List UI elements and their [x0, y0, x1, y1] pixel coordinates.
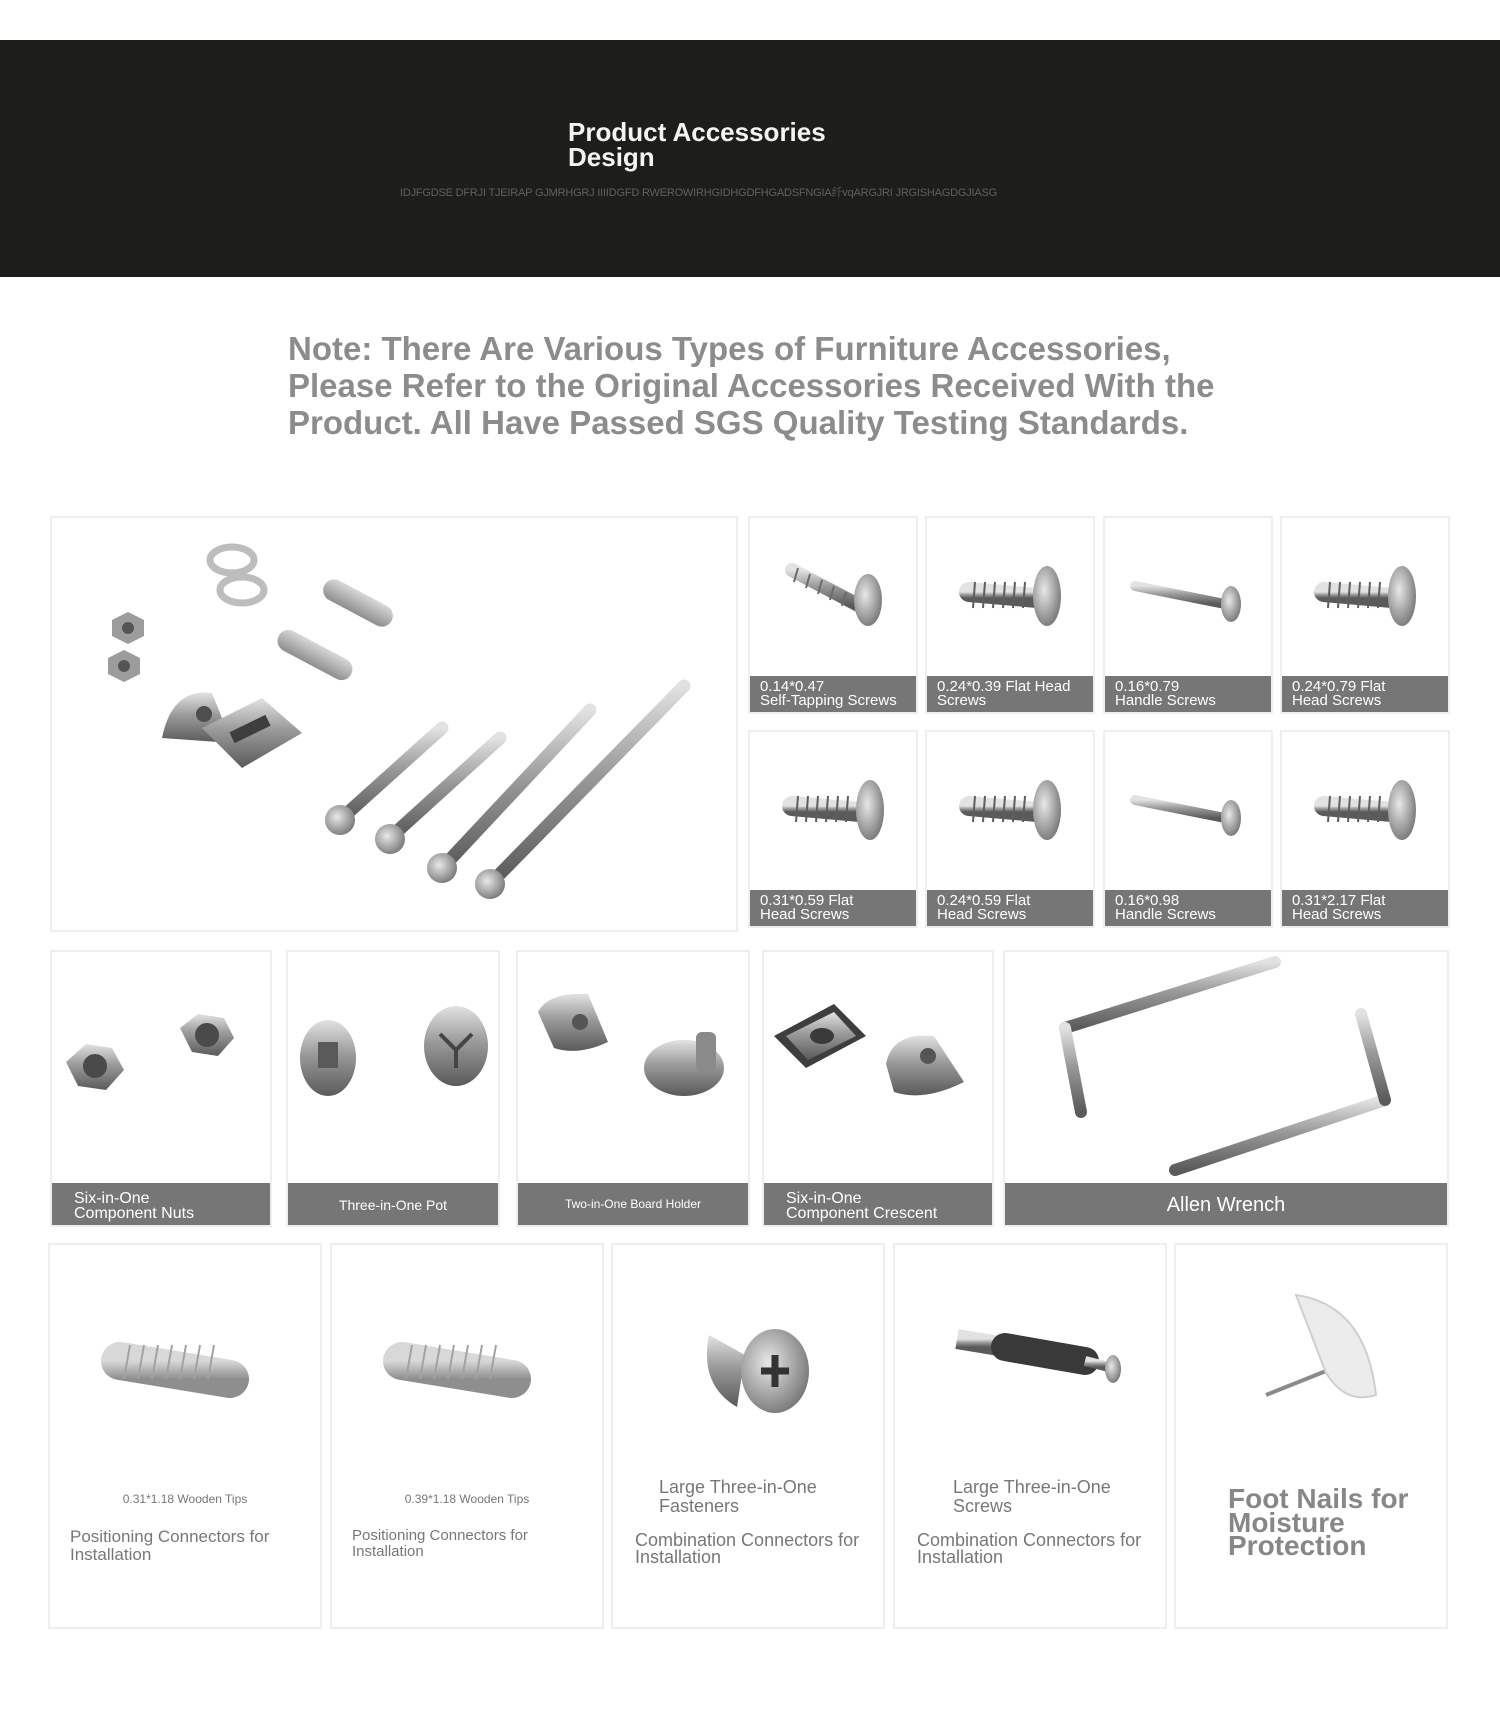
screw-size: 0.16*0.79 — [1115, 678, 1180, 695]
handle-screw-icon — [1105, 732, 1273, 892]
screw-label — [750, 890, 916, 926]
connector-caption: Large Three-in-One Fasteners — [659, 1477, 817, 1516]
accessories-set-icon — [52, 518, 738, 932]
flat-head-screw-icon — [927, 518, 1095, 678]
component-name-line1: Six-in-One — [786, 1190, 862, 1207]
screw-size: 0.24*0.59 Flat — [937, 892, 1031, 909]
screw-type: Head Screws — [1292, 906, 1382, 923]
screw-card — [925, 516, 1095, 714]
flat-head-screw-icon — [750, 732, 918, 892]
component-name-line2: Component Crescent — [786, 1205, 938, 1222]
component-label — [52, 1183, 270, 1225]
screw-type: Handle Screws — [1115, 906, 1216, 923]
connector-card — [1174, 1243, 1448, 1629]
connector-card — [611, 1243, 885, 1629]
wooden-dowel-icon — [332, 1245, 604, 1475]
header-banner — [0, 40, 1500, 277]
screw-type: Self-Tapping Screws — [760, 692, 897, 709]
screw-type: Head Screws — [1292, 692, 1382, 709]
screw-size: 0.16*0.98 — [1115, 892, 1180, 909]
component-name: Three-in-One Pot — [338, 1197, 448, 1213]
component-card — [516, 950, 750, 1227]
screw-label — [750, 676, 916, 712]
screw-type: Screws — [937, 692, 987, 709]
screw-size: 0.31*2.17 Flat — [1292, 892, 1386, 909]
component-label — [1005, 1183, 1447, 1225]
connector-title: Combination Connectors for Installation — [917, 1530, 1142, 1568]
screw-label — [927, 676, 1093, 712]
screw-card — [1280, 730, 1450, 928]
screw-label — [1105, 676, 1271, 712]
fastener-icon — [613, 1245, 885, 1475]
screw-type: Head Screws — [937, 906, 1027, 923]
connector-card — [893, 1243, 1167, 1629]
screw-card — [1280, 516, 1450, 714]
self-tapping-screw-icon — [750, 518, 918, 678]
connector-title: Combination Connectors for Installation — [635, 1530, 860, 1568]
component-card — [762, 950, 994, 1227]
component-name-line1: Six-in-One — [74, 1190, 150, 1207]
connector-caption: 0.31*1.18 Wooden Tips — [122, 1492, 248, 1506]
wooden-dowel-icon — [50, 1245, 322, 1475]
component-label — [288, 1183, 498, 1225]
screw-label — [1282, 676, 1448, 712]
component-name-line2: Component Nuts — [74, 1205, 195, 1222]
screw-label — [1282, 890, 1448, 926]
banner-title: Product Accessories Design — [568, 117, 826, 172]
connector-bolt-icon — [895, 1245, 1167, 1475]
cam-lock-icon — [288, 952, 500, 1182]
handle-screw-icon — [1105, 518, 1273, 678]
component-card — [1003, 950, 1449, 1227]
connector-title: Positioning Connectors for Installation — [70, 1527, 270, 1564]
note-text: Note: There Are Various Types of Furniture Accessories, Please Refer to the Original Accessories Received With the Product. All Have Passed SGS Quality Testing Standards. — [288, 330, 1215, 441]
connector-caption: Large Three-in-One Screws — [953, 1477, 1111, 1516]
connector-caption: 0.39*1.18 Wooden Tips — [404, 1492, 530, 1506]
component-card — [286, 950, 500, 1227]
component-name: Allen Wrench — [1166, 1194, 1286, 1216]
component-label — [518, 1183, 748, 1225]
screw-label — [1105, 890, 1271, 926]
flat-head-screw-icon — [927, 732, 1095, 892]
hex-nut-icon — [52, 952, 272, 1182]
screw-size: 0.24*0.79 Flat — [1292, 678, 1386, 695]
screw-card — [748, 730, 918, 928]
screw-size: 0.14*0.47 — [760, 678, 825, 695]
screw-card — [925, 730, 1095, 928]
connector-card — [48, 1243, 322, 1629]
allen-wrench-icon — [1005, 952, 1449, 1182]
crescent-connector-icon — [764, 952, 994, 1182]
component-label — [764, 1183, 992, 1225]
screw-label — [927, 890, 1093, 926]
flat-head-screw-icon — [1282, 732, 1450, 892]
accessories-overview-image — [50, 516, 738, 932]
screw-size: 0.31*0.59 Flat — [760, 892, 854, 909]
screw-card — [1103, 730, 1273, 928]
banner-subtitle: IDJFGDSE DFRJI TJEIRAP GJMRHGRJ IIIIDGFD RWEROWIRHGIDHGDFHGADSFNGIA纤vqARGJRI JRGISHAGDGJIASG — [400, 187, 998, 199]
screw-type: Handle Screws — [1115, 692, 1216, 709]
connector-card — [330, 1243, 604, 1629]
board-holder-icon — [518, 952, 750, 1182]
connector-title: Positioning Connectors for Installation — [352, 1527, 528, 1560]
flat-head-screw-icon — [1282, 518, 1450, 678]
foot-nail-icon — [1176, 1245, 1448, 1475]
connector-caption: Foot Nails for Moisture Protection — [1228, 1483, 1409, 1562]
component-card — [50, 950, 272, 1227]
screw-card — [748, 516, 918, 714]
screw-card — [1103, 516, 1273, 714]
screw-type: Head Screws — [760, 906, 850, 923]
screw-size: 0.24*0.39 Flat Head — [937, 678, 1071, 695]
component-name: Two-in-One Board Holder — [564, 1197, 702, 1211]
